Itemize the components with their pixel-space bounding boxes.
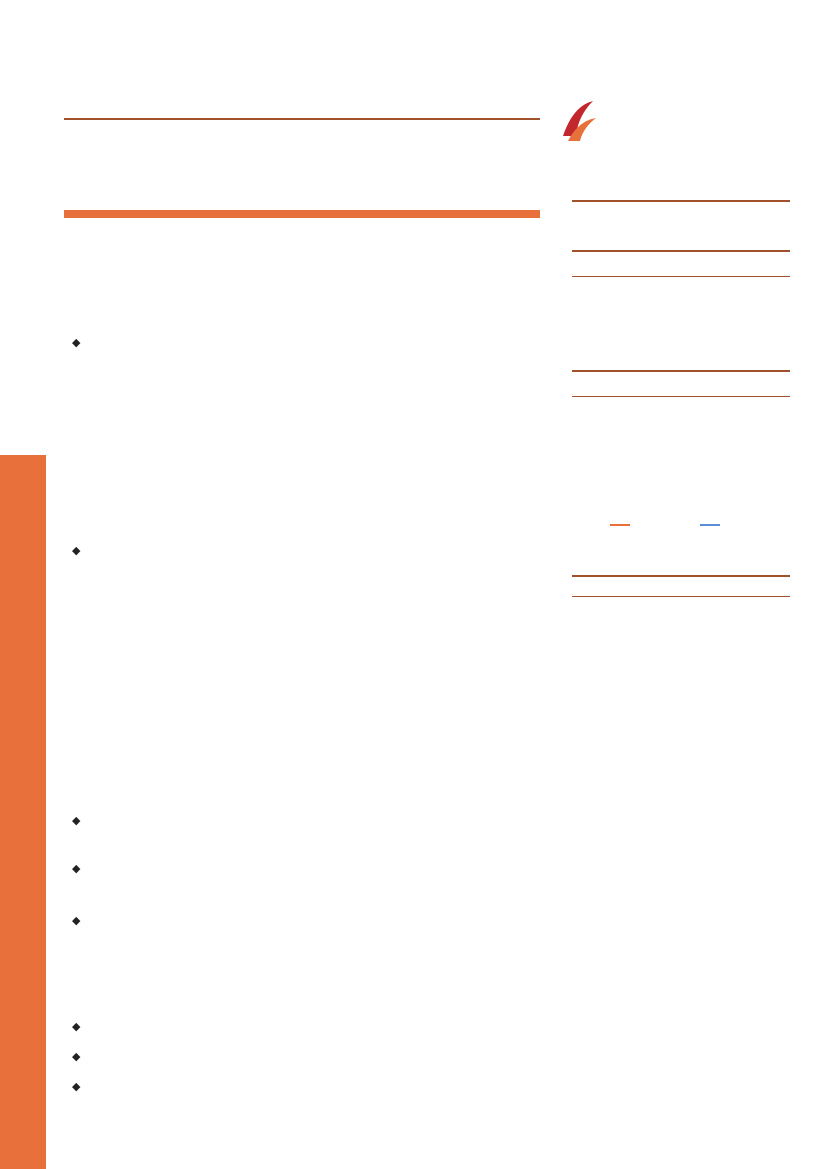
bullet-diamond-icon: ◆ bbox=[72, 544, 81, 557]
invest-bullet-1 bbox=[72, 332, 542, 530]
bullet-diamond-icon: ◆ bbox=[72, 1020, 81, 1033]
legend-series-1 bbox=[610, 520, 630, 530]
related-rule bbox=[572, 575, 790, 577]
bullet-diamond-icon: ◆ bbox=[72, 336, 81, 349]
sidebar-rule bbox=[572, 200, 790, 202]
sidebar bbox=[0, 0, 46, 1169]
bullet-diamond-icon: ◆ bbox=[72, 814, 81, 827]
institute-rule bbox=[572, 250, 790, 252]
relative-index-chart bbox=[572, 405, 790, 515]
sidebar-accent-band bbox=[0, 455, 46, 1169]
title-rule bbox=[64, 210, 540, 218]
brand-logo-icon bbox=[558, 96, 598, 146]
related-rule-thin bbox=[572, 596, 790, 597]
bullet-diamond-icon: ◆ bbox=[72, 862, 81, 875]
bullet-diamond-icon: ◆ bbox=[72, 1080, 81, 1093]
bullet-diamond-icon: ◆ bbox=[72, 1050, 81, 1063]
bullet-diamond-icon: ◆ bbox=[72, 914, 81, 927]
header-rule bbox=[64, 118, 540, 120]
institute-rule-thin bbox=[572, 276, 790, 277]
legend-swatch-1 bbox=[610, 524, 630, 526]
invest-bullet-2 bbox=[72, 540, 542, 770]
chart-rule-thin bbox=[572, 396, 790, 397]
chart-rule bbox=[572, 370, 790, 372]
legend-swatch-2 bbox=[700, 524, 720, 526]
legend-series-2 bbox=[700, 520, 720, 530]
